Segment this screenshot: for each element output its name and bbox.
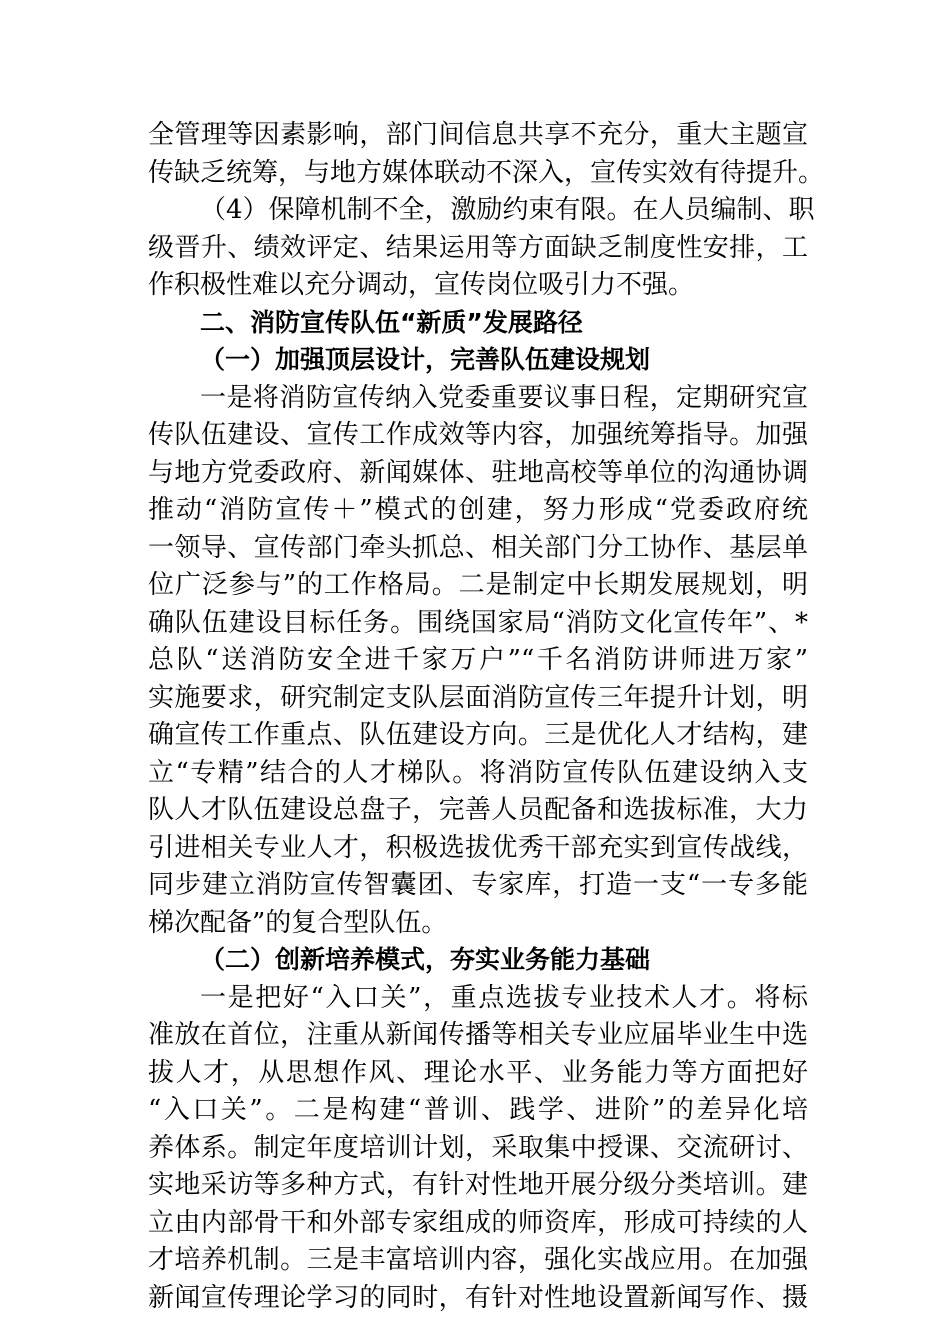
- body-text-line: 确宣传工作重点、队伍建设方向。三是优化人才结构，建: [148, 720, 808, 750]
- body-text-line: 梯次配备”的复合型队伍。: [148, 908, 448, 938]
- body-text-line: 养体系。制定年度培训计划，采取集中授课、交流研讨、: [148, 1133, 808, 1163]
- body-text-line: 一是将消防宣传纳入党委重要议事日程，定期研究宣: [200, 383, 808, 413]
- subsection-heading: （二）创新培养模式，夯实业务能力基础: [200, 945, 651, 974]
- body-text-line: 实地采访等多种方式，有针对性地开展分级分类培训。建: [148, 1170, 808, 1200]
- body-text-line: 实施要求，研究制定支队层面消防宣传三年提升计划，明: [148, 683, 808, 713]
- body-text-line: “入口关”。二是构建“普训、践学、进阶”的差异化培: [148, 1095, 808, 1125]
- body-text-line: 作积极性难以充分调动，宣传岗位吸引力不强。: [148, 270, 695, 300]
- body-text-line: 级晋升、绩效评定、结果运用等方面缺乏制度性安排，工: [148, 233, 808, 263]
- body-text-line: 与地方党委政府、新闻媒体、驻地高校等单位的沟通协调: [148, 458, 808, 488]
- body-text-line: 队人才队伍建设总盘子，完善人员配备和选拔标准，大力: [148, 795, 808, 825]
- body-text-line: 立由内部骨干和外部专家组成的师资库，形成可持续的人: [148, 1208, 808, 1238]
- body-text-line: 一领导、宣传部门牵头抓总、相关部门分工协作、基层单: [148, 533, 808, 563]
- body-text-line: 立“专精”结合的人才梯队。将消防宣传队伍建设纳入支: [148, 758, 808, 788]
- subsection-heading: （一）加强顶层设计，完善队伍建设规划: [200, 345, 651, 374]
- body-text-line: 引进相关专业人才，积极选拔优秀干部充实到宣传战线，: [148, 833, 808, 863]
- body-text-line: 确队伍建设目标任务。围绕国家局“消防文化宣传年”、*: [148, 608, 808, 638]
- section-heading: 二、消防宣传队伍“新质”发展路径: [200, 308, 583, 337]
- body-text-line: 准放在首位，注重从新闻传播等相关专业应届毕业生中选: [148, 1020, 808, 1050]
- body-text-line: 才培养机制。三是丰富培训内容，强化实战应用。在加强: [148, 1245, 808, 1275]
- body-text-line: 总队“送消防安全进千家万户”“千名消防讲师进万家”: [148, 645, 808, 675]
- body-text-line: 全管理等因素影响，部门间信息共享不充分，重大主题宣: [148, 120, 808, 150]
- body-text-line: 一是把好“入口关”，重点选拔专业技术人才。将标: [200, 983, 808, 1013]
- body-text-line: （4）保障机制不全，激励约束有限。在人员编制、职: [200, 195, 815, 225]
- body-text-line: 拔人才，从思想作风、理论水平、业务能力等方面把好: [148, 1058, 808, 1088]
- body-text-line: 同步建立消防宣传智囊团、专家库，打造一支“一专多能: [148, 870, 808, 900]
- body-text-line: 传队伍建设、宣传工作成效等内容，加强统筹指导。加强: [148, 420, 808, 450]
- body-text-line: 位广泛参与”的工作格局。二是制定中长期发展规划，明: [148, 570, 808, 600]
- body-text-line: 新闻宣传理论学习的同时，有针对性地设置新闻写作、摄: [148, 1283, 808, 1313]
- body-text-line: 传缺乏统筹，与地方媒体联动不深入，宣传实效有待提升。: [148, 158, 825, 188]
- body-text-line: 推动“消防宣传＋”模式的创建，努力形成“党委政府统: [148, 495, 808, 525]
